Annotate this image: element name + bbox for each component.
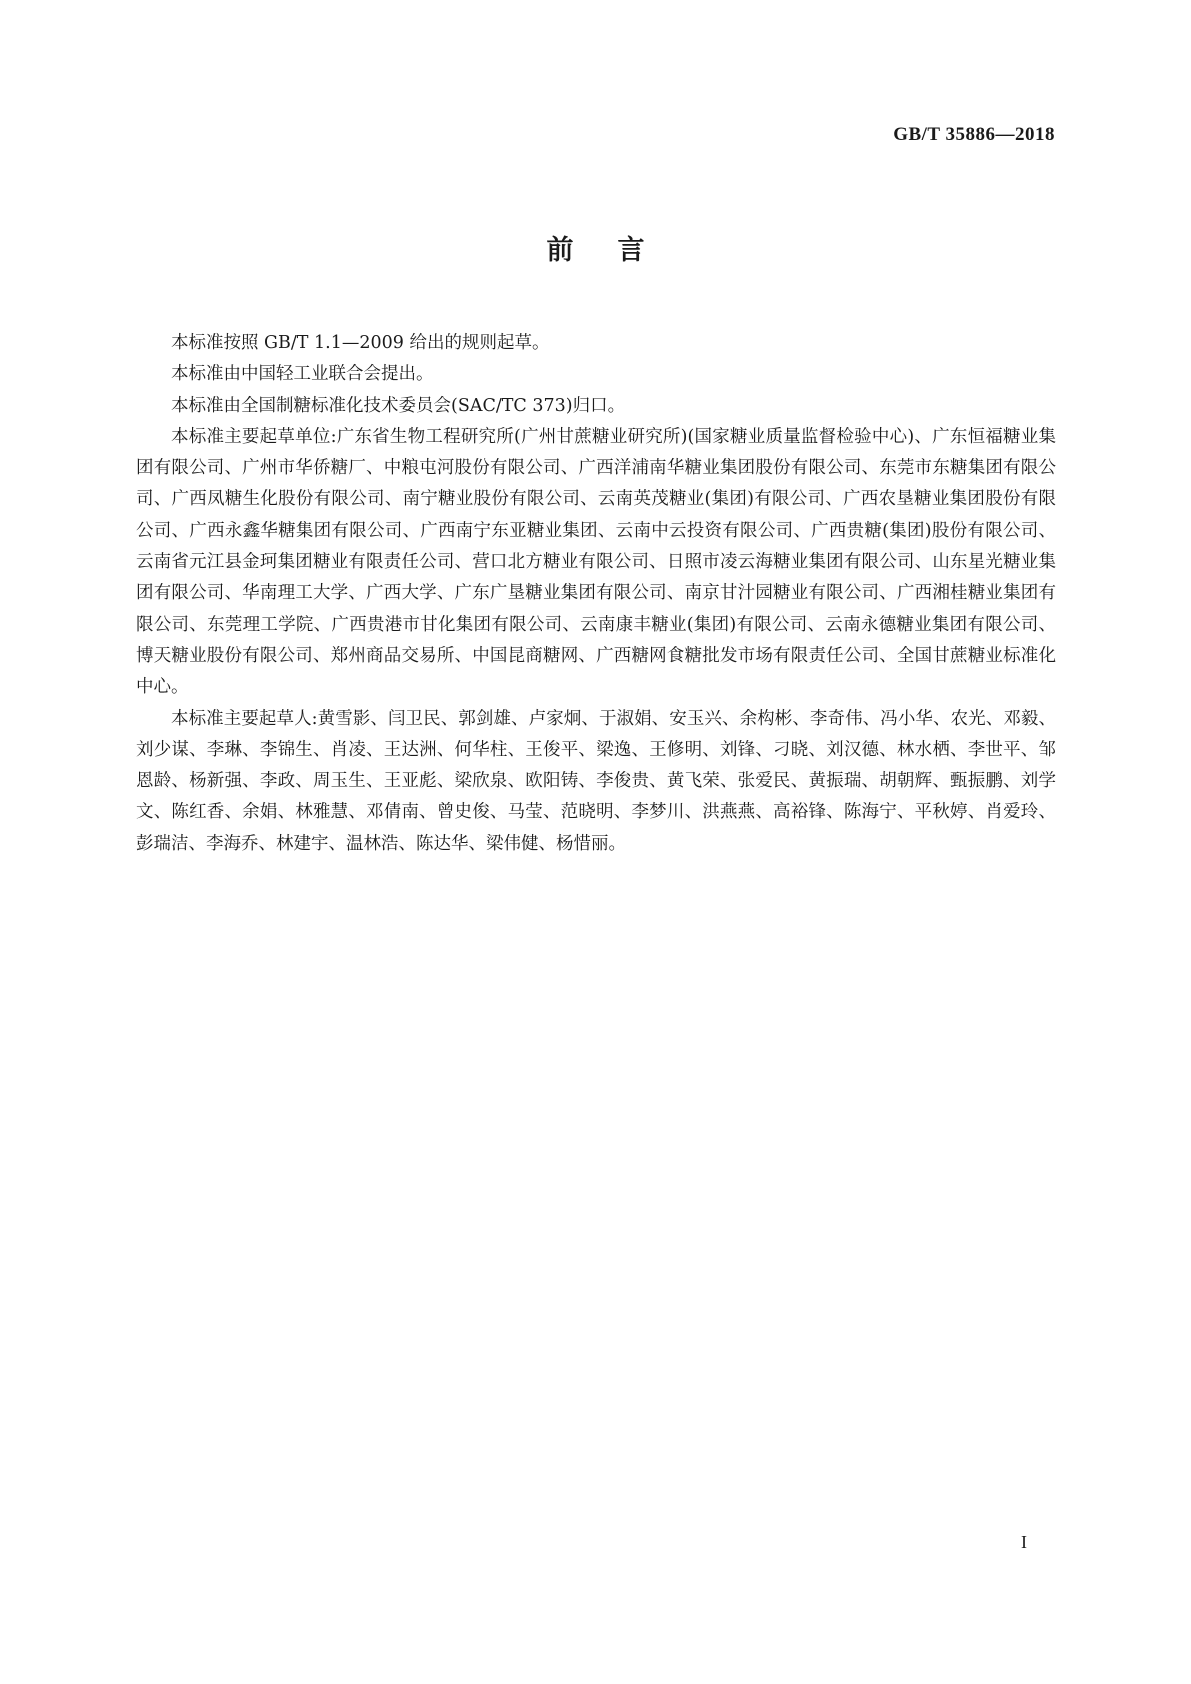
document-body [136, 328, 1056, 860]
paragraph-drafting-rules: 本标准按照 GB/T 1.1—2009 给出的规则起草。 [171, 333, 550, 353]
standard-code: GB/T 35886—2018 [893, 124, 1055, 145]
paragraph-proposer: 本标准由中国轻工业联合会提出。 [171, 364, 434, 385]
paragraph-administrator: 本标准由全国制糖标准化技术委员会(SAC/TC 373)归口。 [171, 395, 626, 416]
page-title: 前言 [546, 235, 689, 266]
paragraph-drafting-units: 本标准主要起草单位:广东省生物工程研究所(广州甘蔗糖业研究所)(国家糖业质量监督检验中心)、广东恒福糖业集团有限公司、广州市华侨糖厂、中粮屯河股份有限公司、广西洋浦南华糖业集团股份有限公司、东莞市东糖集团有限公司、广西凤糖生化股份有限公司、南宁糖业股份有限公司、云南英茂糖业(集团)有限公司、广西农垦糖业集团股份有限公司、广西永鑫华糖集团有限公司、广西南宁东亚糖业集团、云南中云投资有限公司、广西贵糖(集团)股份有限公司、云南省元江县金珂集团糖业有限责任公司、营口北方糖业有限公司、日照市凌云海糖业集团有限公司、山东星光糖业集团有限公司、华南理工大学、广西大学、广东广垦糖业集团有限公司、南京甘汁园糖业有限公司、广西湘桂糖业集团有限公司、东莞理工学院、广西贵港市甘化集团有限公司、云南康丰糖业(集团)有限公司、云南永德糖业集团有限公司、博天糖业股份有限公司、郑州商品交易所、中国昆商糖网、广西糖网食糖批发市场有限责任公司、全国甘蔗糖业标准化中心。 [136, 426, 1056, 698]
paragraph-drafters: 本标准主要起草人:黄雪影、闫卫民、郭剑雄、卢家炯、于淑娟、安玉兴、余构彬、李奇伟、冯小华、农光、邓毅、刘少谋、李琳、李锦生、肖凌、王达洲、何华柱、王俊平、梁逸、王修明、刘锋、刁晓、刘汉德、林水栖、李世平、邹恩龄、杨新强、李政、周玉生、王亚彪、梁欣泉、欧阳铸、李俊贵、黄飞荣、张爱民、黄振瑞、胡朝辉、甄振鹏、刘学文、陈红香、余娟、林雅慧、邓倩南、曾史俊、马莹、范晓明、李梦川、洪燕燕、高裕锋、陈海宁、平秋婷、肖爱玲、彭瑞洁、李海乔、林建宇、温林浩、陈达华、梁伟健、杨惜丽。 [136, 708, 1056, 854]
page-number: I [1021, 1532, 1027, 1552]
